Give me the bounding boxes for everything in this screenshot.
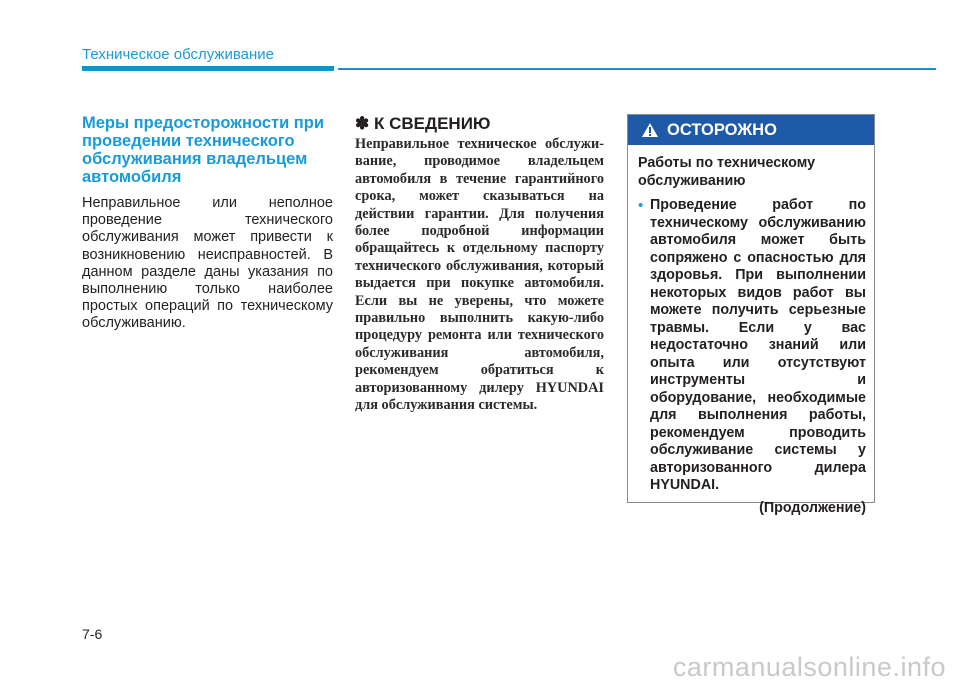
warning-body — [628, 145, 874, 516]
warning-box — [627, 114, 875, 516]
header-rule-thin — [338, 68, 936, 70]
note-heading — [355, 114, 604, 133]
warning-header — [628, 115, 874, 145]
precautions-heading: Меры предосторожности при проведении технического обслуживания владельцем автомобиля — [82, 114, 324, 186]
section-title: Техническое обслуживание — [82, 46, 274, 63]
warning-bullet — [638, 197, 866, 495]
warning-bullet-text: Проведение работ по техническому обслуживанию автомобиля может быть сопряжено с опасностью для здоровья. При выполнении некоторых видов работ вы можете получить серьезные травмы. Если у вас недостаточно знаний или опыта или отсутствуют инструменты и оборудование, необходимые для выполнения работы, рекомендуем проводить обслуживание системы у авторизованного дилера HYUNDAI. — [650, 197, 866, 493]
asterisk-icon: ✽ — [355, 114, 370, 133]
note-heading-text: К СВЕДЕНИЮ — [373, 114, 491, 133]
warning-intro: Работы по техническому обслуживанию — [638, 155, 816, 189]
header-rule-thick — [82, 66, 334, 71]
page-number: 7-6 — [82, 626, 103, 642]
precautions-section — [82, 114, 333, 333]
watermark: carmanualsonline.info — [672, 652, 946, 682]
precautions-body: Неправильное или неполное проведение технического обслуживания может привести к возникновению неисправностей. В данном разделе даны указания по выполнению только наиболее простых операций по техническому обслуживанию. — [82, 195, 333, 332]
warning-title: ОСТОРОЖНО — [667, 120, 777, 139]
note-body: Неправильное техническое обслужи-вание, проводимое владельцем автомобиля в течение гарантийного срока, может сказываться на действии гарантии. Для получения более подробной информации обращайтесь к отдельному паспорту технического обслуживания, который выдается при покупке автомобиля. Если вы не уверены, что можете правильно выполнить какую-либо процедуру ремонта или технического обслуживания автомобиля, рекомендуем обратиться к авторизованному дилеру HYUNDAI для обслуживания системы. — [355, 136, 604, 414]
continued-label: (Продолжение) — [759, 499, 866, 516]
warning-triangle-icon — [641, 122, 659, 138]
bullet-icon: • — [638, 197, 644, 214]
note-section — [355, 114, 604, 415]
